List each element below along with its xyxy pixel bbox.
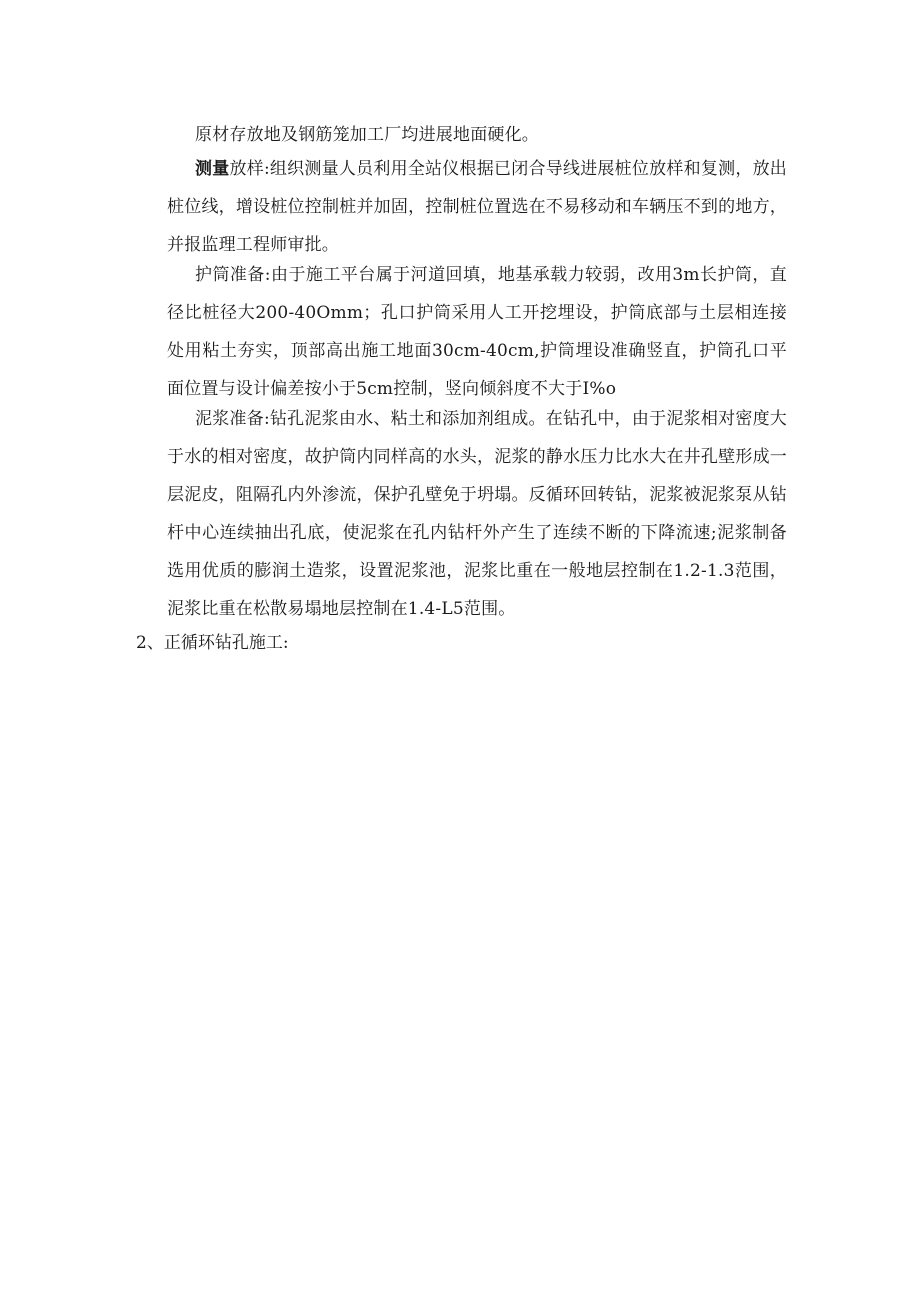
paragraph-surface-hardening: [167, 116, 787, 154]
paragraph-label-bold: 测量: [195, 159, 230, 179]
paragraph-label: 泥浆准备:: [195, 409, 270, 429]
paragraph-mud-preparation: [167, 400, 787, 628]
paragraph-text: 原材存放地及钢筋笼加工厂均进展地面硬化。: [195, 125, 539, 145]
paragraph-label: 放样:: [229, 159, 270, 179]
paragraph-label: 护筒准备:: [195, 265, 271, 285]
paragraph-text: 由于施工平台属于河道回填，地基承载力较弱，改用3m长护筒，直径比桩径大200-40Omm；孔口护筒采用人工开挖埋设，护筒底部与土层相连接处用粘土夯实，顶部高出施工地面30cm-40cm,护筒埋设准确竖直，护筒孔口平面位置与设计偏差按小于5cm控制，竖向倾斜度不大于I%o: [167, 265, 788, 399]
section-heading: 2、正循环钻孔施工:: [136, 633, 289, 653]
paragraph-text: 钻孔泥浆由水、粘土和添加剂组成。在钻孔中，由于泥浆相对密度大于水的相对密度，故护筒内同样高的水头，泥浆的静水压力比水大在井孔壁形成一层泥皮，阻隔孔内外渗流，保护孔壁免于坍塌。反循环回转钻，泥浆被泥浆泵从钻杆中心连续抽出孔底，使泥浆在孔内钻杆外产生了连续不断的下降流速;泥浆制备选用优质的膨润土造浆，设置泥浆池，泥浆比重在一般地层控制在1.2-1.3范围，泥浆比重在松散易塌地层控制在1.4-L5范围。: [167, 409, 788, 619]
paragraph-text: 组织测量人员利用全站仪根据已闭合导线进展桩位放样和复测，放出桩位线，增设桩位控制桩并加固，控制桩位置选在不易移动和车辆压不到的地方，并报监理工程师审批。: [167, 159, 788, 255]
paragraph-casing-preparation: [167, 256, 787, 408]
paragraph-survey-layout: [167, 150, 787, 264]
